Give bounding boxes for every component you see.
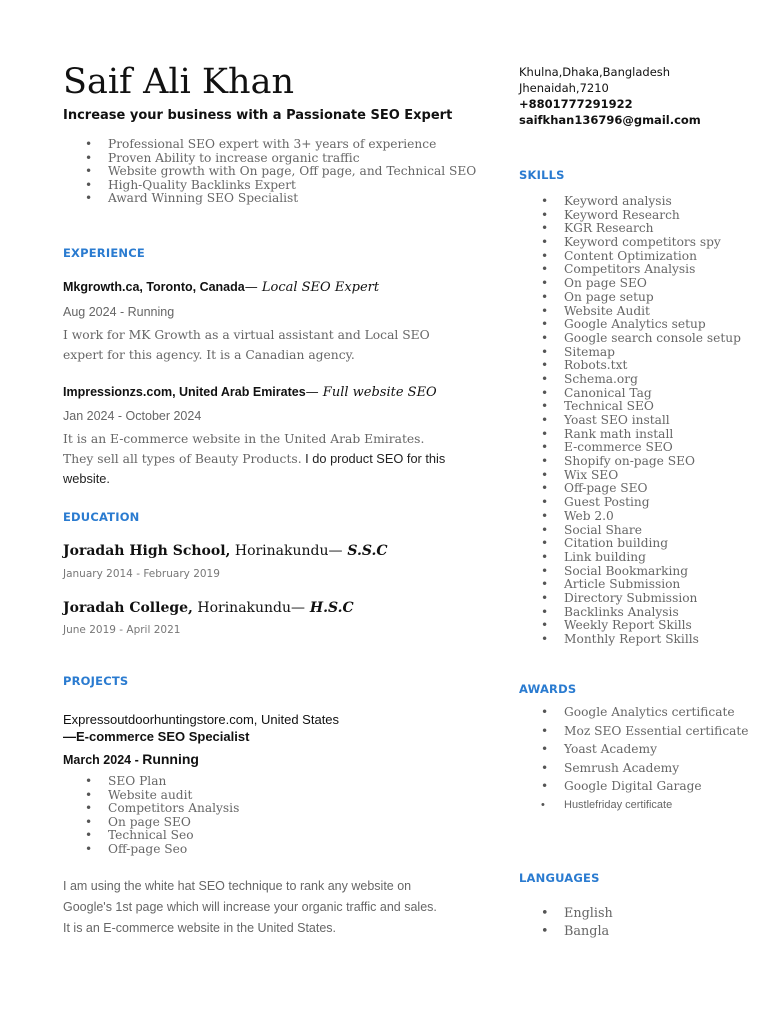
list-item: • Hustlefriday certificate: [519, 796, 749, 815]
job-company: Impressionzs.com, United Arab Emirates: [63, 385, 306, 399]
list-item: • On page setup: [519, 291, 741, 305]
highlights-list: [63, 138, 476, 206]
list-item: • Social Share: [519, 524, 741, 538]
list-item: • Google Digital Garage: [519, 777, 749, 796]
resume-name: Saif Ali Khan: [63, 62, 295, 102]
list-item: • SEO Plan: [63, 775, 239, 789]
project-title: Expressoutdoorhuntingstore.com, United States —E-commerce SEO Specialist: [63, 712, 340, 744]
project-tasks-list: [63, 775, 239, 857]
degree: S.S.C: [342, 543, 388, 559]
list-item: • Google Analytics setup: [519, 318, 741, 332]
list-item: • KGR Research: [519, 222, 741, 236]
job-role: — Local SEO Expert: [244, 280, 380, 295]
list-item: • Technical Seo: [63, 829, 239, 843]
list-item: • Keyword analysis: [519, 195, 741, 209]
skills-heading: SKILLS: [519, 168, 565, 182]
list-item: • Google search console setup: [519, 332, 741, 346]
list-item: • Shopify on-page SEO: [519, 455, 741, 469]
list-item: • Directory Submission: [519, 592, 741, 606]
list-item: • Web 2.0: [519, 510, 741, 524]
list-item: • Website audit: [63, 789, 239, 803]
job-description: I work for MK Growth as a virtual assistant and Local SEO expert for this agency. It is a Canadian agency.: [63, 328, 430, 362]
awards-heading: AWARDS: [519, 682, 577, 696]
experience-heading: EXPERIENCE: [63, 246, 145, 260]
education-dates: June 2019 - April 2021: [63, 624, 181, 636]
list-item: • Semrush Academy: [519, 759, 749, 778]
list-item: • Keyword Research: [519, 209, 741, 223]
list-item: • Website growth with On page, Off page, and Technical SEO: [63, 165, 476, 179]
list-item: • Wix SEO: [519, 469, 741, 483]
list-item: • Robots.txt: [519, 359, 741, 373]
project-description: I am using the white hat SEO technique to rank any website on Google's 1st page which will increase your organic traffic and sales. It is an E-commerce website in the United States.: [63, 879, 437, 935]
contact-block: [519, 64, 701, 128]
list-item: • Rank math install: [519, 428, 741, 442]
list-item: • E-commerce SEO: [519, 441, 741, 455]
school-name: Joradah High School,: [63, 543, 231, 559]
address-line: Jhenaidah,7210: [519, 81, 609, 95]
list-item: • Link building: [519, 551, 741, 565]
list-item: • Backlinks Analysis: [519, 606, 741, 620]
job-dates: Aug 2024 - Running: [63, 305, 175, 319]
education-title-2: Joradah College, Horinakundu— H.S.C: [63, 600, 354, 616]
degree: H.S.C: [305, 600, 354, 616]
list-item: • Yoast Academy: [519, 740, 749, 759]
list-item: • Content Optimization: [519, 250, 741, 264]
school-name: Joradah College,: [63, 600, 193, 616]
list-item: • Professional SEO expert with 3+ years of experience: [63, 138, 476, 152]
address-line: Khulna,Dhaka,Bangladesh: [519, 65, 671, 79]
project-dates: March 2024 - Running: [63, 751, 199, 767]
job-title-1: [63, 280, 379, 295]
list-item: • Proven Ability to increase organic traffic: [63, 152, 476, 166]
list-item: • Social Bookmarking: [519, 565, 741, 579]
phone-number: +8801777291922: [519, 97, 633, 111]
education-dates: January 2014 - February 2019: [63, 568, 220, 580]
list-item: • Article Submission: [519, 578, 741, 592]
list-item: • Keyword competitors spy: [519, 236, 741, 250]
list-item: • Guest Posting: [519, 496, 741, 510]
list-item: • Award Winning SEO Specialist: [63, 192, 476, 206]
awards-list: [519, 703, 749, 815]
list-item: • English: [519, 905, 613, 923]
education-title-1: Joradah High School, Horinakundu— S.S.C: [63, 543, 388, 559]
skills-list: [519, 195, 741, 647]
list-item: • On page SEO: [63, 816, 239, 830]
list-item: • Schema.org: [519, 373, 741, 387]
list-item: • Moz SEO Essential certificate: [519, 722, 749, 741]
list-item: • High-Quality Backlinks Expert: [63, 179, 476, 193]
languages-heading: LANGUAGES: [519, 871, 600, 885]
list-item: • Website Audit: [519, 305, 741, 319]
job-role: — Full website SEO: [305, 385, 437, 400]
list-item: • Monthly Report Skills: [519, 633, 741, 647]
list-item: • Canonical Tag: [519, 387, 741, 401]
education-heading: EDUCATION: [63, 510, 140, 524]
resume-tagline: Increase your business with a Passionate SEO Expert: [63, 108, 453, 123]
list-item: • Technical SEO: [519, 400, 741, 414]
list-item: • Citation building: [519, 537, 741, 551]
list-item: • Sitemap: [519, 346, 741, 360]
languages-list: [519, 905, 613, 941]
email-address[interactable]: saifkhan136796@gmail.com: [519, 113, 701, 127]
job-description: It is an E-commerce website in the United Arab Emirates. They sell all types of Beauty Products. I do product SEO for this website.: [63, 432, 446, 486]
list-item: • Off-page Seo: [63, 843, 239, 857]
list-item: • Google Analytics certificate: [519, 703, 749, 722]
list-item: • Bangla: [519, 923, 613, 941]
job-company: Mkgrowth.ca, Toronto, Canada: [63, 280, 245, 294]
list-item: • Weekly Report Skills: [519, 619, 741, 633]
list-item: • Yoast SEO install: [519, 414, 741, 428]
list-item: • Competitors Analysis: [63, 802, 239, 816]
list-item: • On page SEO: [519, 277, 741, 291]
projects-heading: PROJECTS: [63, 674, 129, 688]
list-item: • Competitors Analysis: [519, 263, 741, 277]
job-title-2: [63, 385, 437, 400]
list-item: • Off-page SEO: [519, 482, 741, 496]
job-dates: Jan 2024 - October 2024: [63, 409, 202, 423]
